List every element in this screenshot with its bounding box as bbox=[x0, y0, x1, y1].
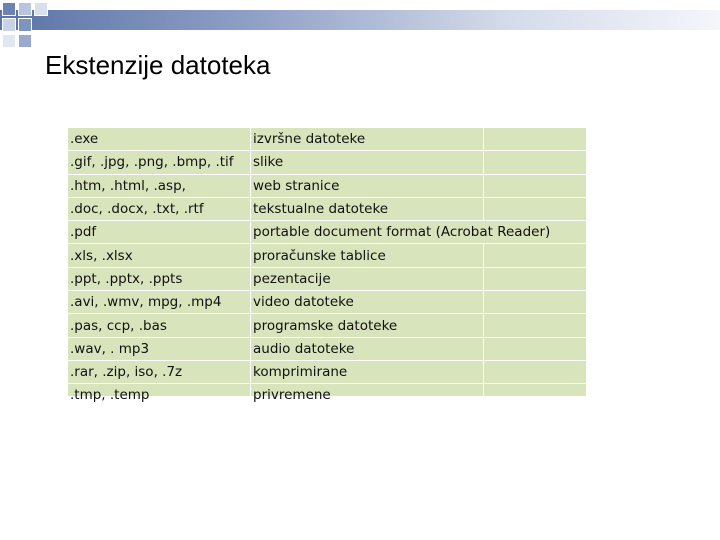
description-cell: tekstualne datoteke bbox=[251, 197, 484, 220]
empty-cell bbox=[484, 174, 587, 197]
empty-cell bbox=[484, 197, 587, 220]
table-row bbox=[68, 267, 586, 290]
extension-cell: .rar, .zip, iso, .7z bbox=[68, 360, 251, 383]
extension-cell: .ppt, .pptx, .ppts bbox=[68, 267, 251, 290]
extension-cell: .avi, .wmv, mpg, .mp4 bbox=[68, 291, 251, 314]
description-cell: slike bbox=[251, 151, 484, 174]
table-row bbox=[68, 197, 586, 220]
header-band bbox=[0, 10, 720, 30]
table-row bbox=[68, 314, 586, 337]
extension-cell: .doc, .docx, .txt, .rtf bbox=[68, 197, 251, 220]
table-row bbox=[68, 151, 586, 174]
description-cell: web stranice bbox=[251, 174, 484, 197]
decorative-squares bbox=[0, 0, 60, 46]
description-cell: video datoteke bbox=[251, 291, 484, 314]
table-row bbox=[68, 360, 586, 383]
square-decoration bbox=[2, 34, 16, 48]
empty-cell bbox=[484, 314, 587, 337]
extension-cell: .tmp, .temp bbox=[68, 384, 251, 407]
empty-cell bbox=[484, 291, 587, 314]
square-decoration bbox=[2, 2, 16, 16]
square-decoration bbox=[2, 18, 16, 32]
extension-cell: .exe bbox=[68, 128, 251, 151]
description-cell: privremene bbox=[253, 387, 331, 404]
description-cell: komprimirane bbox=[251, 360, 484, 383]
extension-cell: .xls, .xlsx bbox=[68, 244, 251, 267]
table-row bbox=[68, 337, 586, 360]
empty-cell bbox=[484, 360, 587, 383]
table-row bbox=[68, 221, 586, 244]
extension-cell: .htm, .html, .asp, bbox=[68, 174, 251, 197]
empty-cell bbox=[484, 244, 587, 267]
empty-cell bbox=[484, 267, 587, 290]
extension-cell: .gif, .jpg, .png, .bmp, .tif bbox=[68, 151, 251, 174]
table-row bbox=[68, 291, 586, 314]
description-cell: proračunske tablice bbox=[251, 244, 484, 267]
extensions-table bbox=[68, 128, 586, 404]
square-decoration bbox=[18, 18, 32, 32]
extension-cell: .wav, . mp3 bbox=[68, 337, 251, 360]
empty-cell bbox=[484, 384, 587, 407]
description-cell: programske datoteke bbox=[251, 314, 484, 337]
table-row bbox=[68, 174, 586, 197]
description-cell: izvršne datoteke bbox=[251, 128, 484, 151]
empty-cell bbox=[484, 128, 587, 151]
square-decoration bbox=[18, 2, 32, 16]
empty-cell bbox=[484, 337, 587, 360]
extension-cell: .pdf bbox=[68, 221, 251, 244]
description-cell: audio datoteke bbox=[251, 337, 484, 360]
table-row bbox=[68, 128, 586, 151]
description-cell: pezentacije bbox=[251, 267, 484, 290]
square-decoration bbox=[18, 34, 32, 48]
empty-cell bbox=[484, 151, 587, 174]
table-row bbox=[68, 384, 586, 407]
extension-cell: .pas, ccp, .bas bbox=[68, 314, 251, 337]
table-row bbox=[68, 244, 586, 267]
description-cell: portable document format (Acrobat Reader) bbox=[251, 221, 587, 244]
slide-title: Ekstenzije datoteka bbox=[45, 50, 271, 80]
square-decoration bbox=[34, 2, 48, 16]
